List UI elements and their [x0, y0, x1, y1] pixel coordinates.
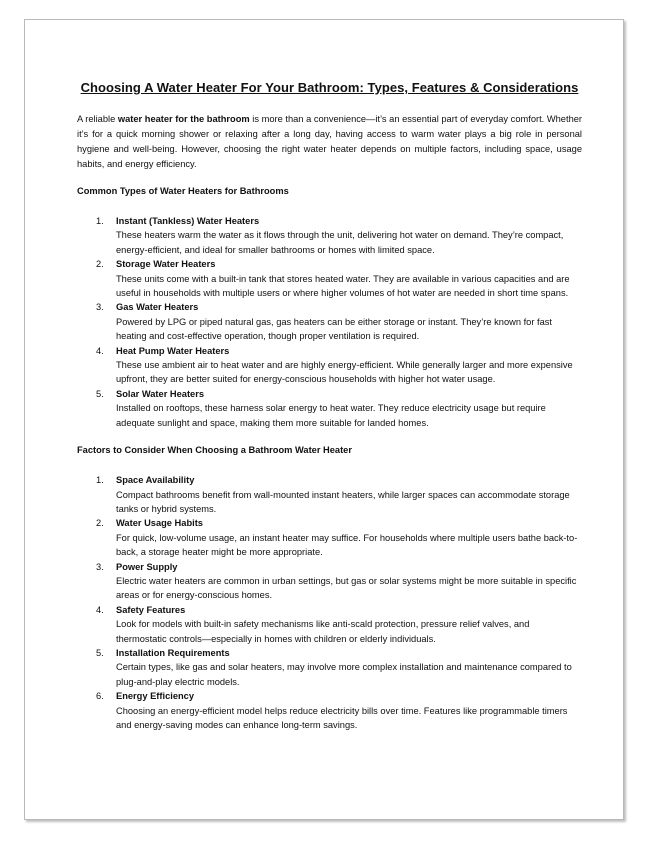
intro-bold-phrase: water heater for the bathroom: [117, 114, 250, 124]
list-item: [77, 603, 582, 646]
document-page: [24, 19, 624, 820]
item-description: Choosing an energy-efficient model helps reduce electricity bills over time. Features like programmable timers and energy-saving modes can enhance long-term savings.: [116, 705, 568, 730]
list-item: [77, 387, 582, 430]
list-item: [77, 214, 582, 257]
list-item: [77, 516, 582, 559]
item-description: Certain types, like gas and solar heaters, may involve more complex installation and maintenance compared to plug-and-play electric models.: [116, 662, 572, 687]
item-description: Look for models with built-in safety mechanisms like anti-scald protection, pressure relief valves, and thermostatic controls—especially in homes with children or elderly individuals.: [116, 619, 530, 644]
item-number: 1.: [96, 216, 104, 226]
item-number: 3.: [96, 561, 104, 572]
intro-text-start: A reliable: [77, 114, 118, 124]
document-content: [77, 80, 582, 732]
item-number: 6.: [96, 691, 104, 702]
item-description: Installed on rooftops, these harness solar energy to heat water. They reduce electricity usage but require adequate sunlight and space, making them more suitable for landed homes.: [116, 403, 546, 428]
item-title: Instant (Tankless) Water Heaters: [116, 216, 260, 226]
item-description: These heaters warm the water as it flows through the unit, delivering hot water on demand. They’re compact, energy-efficient, and ideal for smaller bathrooms or homes with limited space.: [116, 230, 564, 255]
item-description: Electric water heaters are common in urban settings, but gas or solar systems might be more suitable in specific areas or for energy-conscious homes.: [116, 575, 577, 601]
section-heading-factors: Factors to Consider When Choosing a Bathroom Water Heater: [77, 445, 352, 456]
document-title: Choosing A Water Heater For Your Bathroom: Types, Features & Considerations: [80, 80, 579, 95]
item-title: Water Usage Habits: [116, 518, 203, 529]
item-number: 4.: [96, 604, 104, 615]
item-title: Energy Efficiency: [116, 691, 195, 702]
item-description: These units come with a built-in tank that stores heated water. They are available in various capacities and are useful in households with multiple users or where higher volumes of hot water are needed in short time spans.: [116, 273, 570, 299]
item-title: Power Supply: [116, 561, 178, 572]
item-number: 4.: [96, 345, 104, 356]
intro-paragraph: [77, 112, 582, 172]
list-item: [77, 344, 582, 387]
item-title: Installation Requirements: [116, 647, 230, 658]
item-description: Compact bathrooms benefit from wall-mounted instant heaters, while larger spaces can accommodate storage tanks or hybrid systems.: [116, 489, 570, 514]
item-number: 1.: [96, 475, 104, 486]
item-number: 5.: [96, 647, 104, 658]
list-item: [77, 646, 582, 689]
factors-list: [77, 473, 582, 732]
list-item: [77, 560, 582, 603]
item-number: 2.: [96, 259, 104, 270]
item-title: Storage Water Heaters: [116, 259, 216, 270]
types-list: [77, 214, 582, 430]
item-description: For quick, low-volume usage, an instant heater may suffice. For households where multiple users bathe back-to-back, a storage heater might be more appropriate.: [116, 532, 578, 558]
item-title: Solar Water Heaters: [116, 388, 205, 399]
list-item: [77, 689, 582, 732]
item-number: 5.: [96, 388, 104, 399]
item-number: 3.: [96, 302, 104, 313]
item-description: These use ambient air to heat water and are highly energy-efficient. While generally larger and more expensive upfront, they are better suited for energy-conscious households with higher hot water usage.: [116, 360, 573, 385]
item-title: Space Availability: [116, 475, 195, 486]
item-title: Gas Water Heaters: [116, 302, 199, 313]
list-item: [77, 257, 582, 300]
section-heading-types: Common Types of Water Heaters for Bathrooms: [77, 186, 289, 196]
item-number: 2.: [96, 518, 104, 529]
item-description: Powered by LPG or piped natural gas, gas heaters can be either storage or instant. They’re known for fast heating and cost-effective operation, though proper ventilation is required.: [116, 316, 552, 342]
item-title: Heat Pump Water Heaters: [116, 345, 230, 356]
intro-text-end: is more than a convenience—it’s an essential part of everyday comfort. Whether it’s for a quick morning shower or relaxing after a long day, having access to warm water plays a big role in personal hygiene and well-being. However, choosing the right water heater depends on multiple factors, including space, usage habits, and energy efficiency.: [77, 114, 583, 169]
list-item: [77, 473, 582, 516]
list-item: [77, 300, 582, 343]
item-title: Safety Features: [116, 604, 186, 615]
